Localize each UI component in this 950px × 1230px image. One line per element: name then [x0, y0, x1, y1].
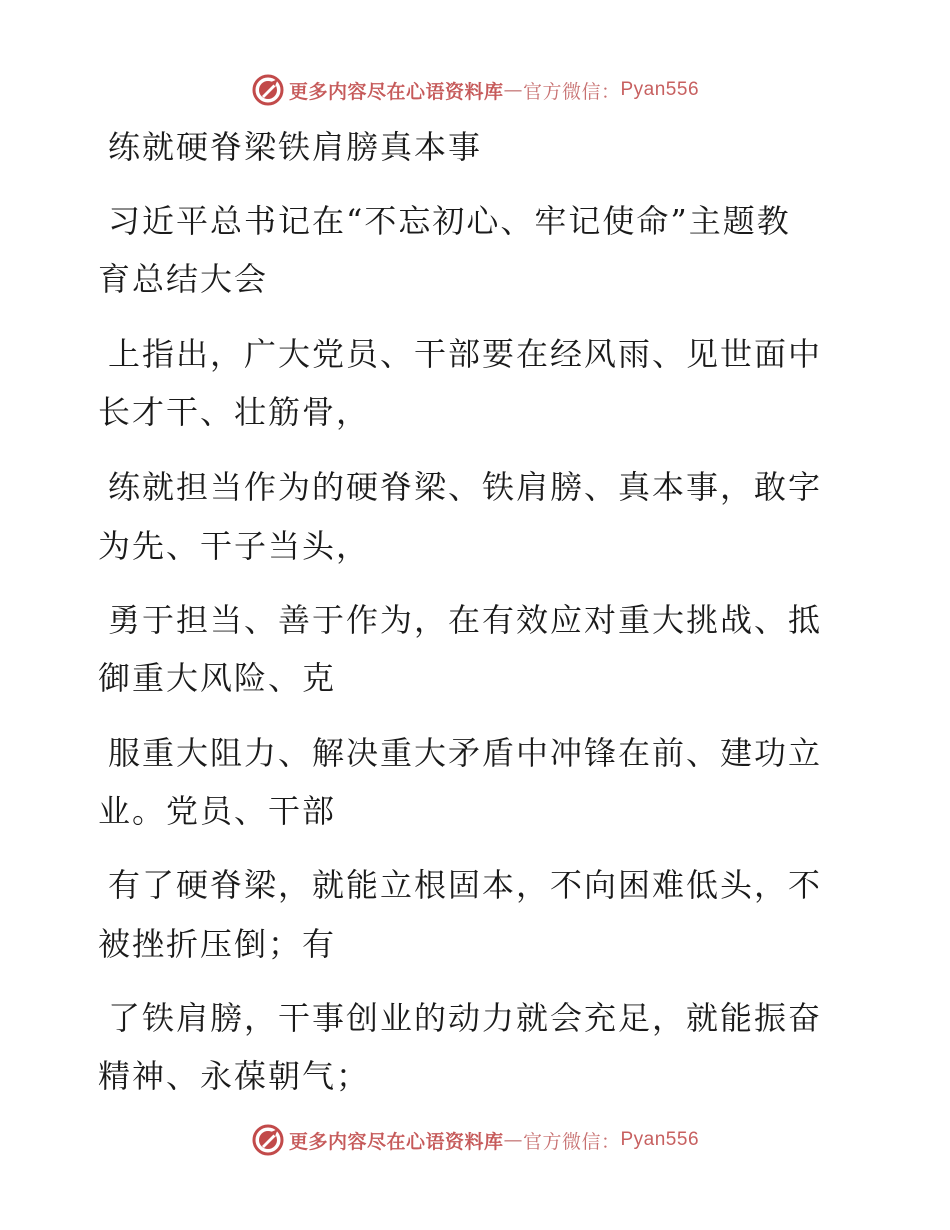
watermark-brand: 更多内容尽在心语资料库 [288, 80, 504, 103]
doc-line: 有了硬脊梁，就能立根固本，不向困难低头，不 [108, 866, 823, 904]
doc-line: 被挫折压倒；有 [98, 925, 337, 963]
watermark-sub: 官方微信： [522, 1130, 621, 1153]
footer-watermark [0, 1120, 950, 1160]
watermark-wechat-id: Pyan556 [620, 79, 700, 100]
doc-line: 为先、干子当头， [98, 527, 371, 565]
watermark-sub: 官方微信： [522, 80, 621, 103]
doc-line: 习近平总书记在“不忘初心、牢记使命”主题教 [108, 202, 791, 240]
doc-line: 服重大阻力、解决重大矛盾中冲锋在前、建功立 [108, 734, 823, 772]
pen-nib-logo-icon [251, 1123, 285, 1157]
doc-line: 了铁肩膀，干事创业的动力就会充足，就能振奋 [108, 999, 823, 1037]
doc-line: 御重大风险、克 [98, 659, 337, 697]
watermark-dash: — [503, 1129, 523, 1151]
header-watermark [0, 70, 950, 110]
doc-line: 精神、永葆朝气； [98, 1057, 371, 1095]
doc-line: 长才干、壮筋骨， [98, 393, 371, 431]
doc-line: 上指出，广大党员、干部要在经风雨、见世面中 [108, 335, 823, 373]
watermark-wechat-id: Pyan556 [620, 1129, 700, 1150]
doc-line: 业。党员、干部 [98, 792, 337, 830]
watermark-brand: 更多内容尽在心语资料库 [288, 1130, 504, 1153]
watermark-dash: — [503, 79, 523, 101]
doc-line: 勇于担当、善于作为，在有效应对重大挑战、抵 [108, 601, 823, 639]
doc-title: 练就硬脊梁铁肩膀真本事 [108, 128, 483, 166]
doc-line: 育总结大会 [98, 260, 269, 298]
doc-line: 练就担当作为的硬脊梁、铁肩膀、真本事，敢字 [108, 468, 823, 506]
pen-nib-logo-icon [251, 73, 285, 107]
